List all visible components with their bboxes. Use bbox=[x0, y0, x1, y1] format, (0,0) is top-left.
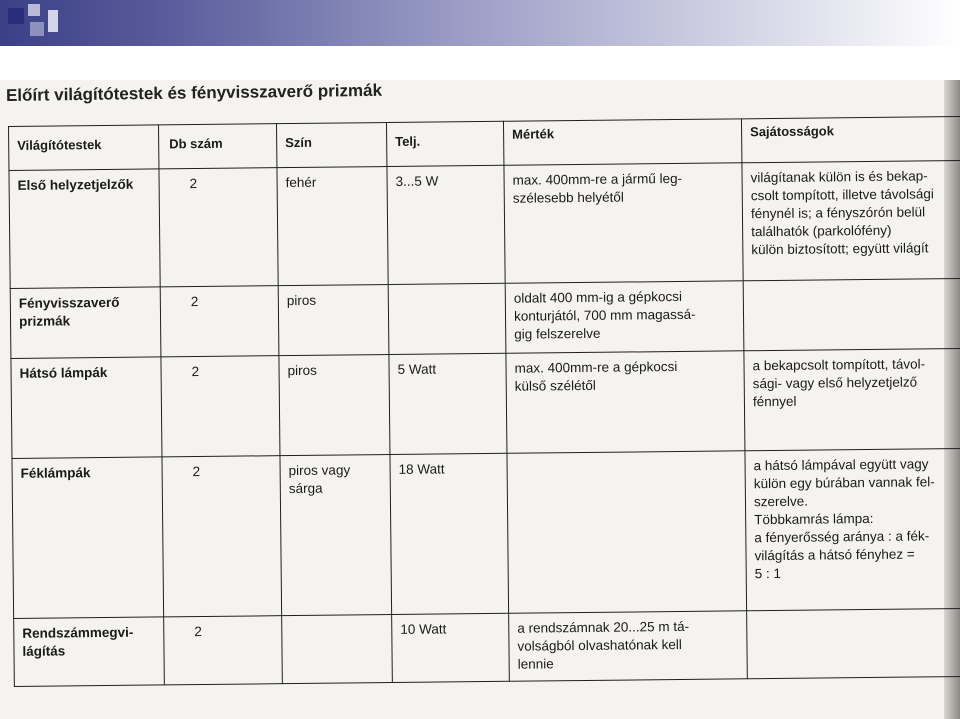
row-color: fehér bbox=[277, 167, 388, 286]
row-properties bbox=[747, 608, 960, 678]
cell-line: sági- vagy első helyzetjelző bbox=[752, 374, 918, 392]
row-count: 2 bbox=[161, 356, 280, 457]
row-name: Rendszámmegvi-lágítás bbox=[14, 617, 165, 687]
cell-line: világítanak külön is és bekap- bbox=[750, 168, 928, 186]
row-name: Hátsó lámpák bbox=[11, 357, 162, 459]
cell-line: világítás a hátsó fényhez = bbox=[754, 546, 915, 564]
cell-line: szélesebb helyétől bbox=[512, 189, 624, 206]
cell-line: fénynél is; a fényszórón belül bbox=[750, 204, 926, 222]
row-measure bbox=[507, 451, 747, 613]
row-color: piros vagy sárga bbox=[280, 455, 392, 616]
cell-line: külső szélétől bbox=[514, 377, 596, 394]
cell-line: Többkamrás lámpa: bbox=[754, 510, 874, 528]
decorative-square bbox=[8, 8, 24, 24]
column-header: Sajátosságok bbox=[741, 117, 960, 163]
cell-line: max. 400mm-re a jármű leg- bbox=[512, 170, 683, 188]
table-row bbox=[12, 449, 960, 619]
column-header: Telj. bbox=[386, 121, 503, 166]
column-header: Világítótestek bbox=[9, 125, 159, 171]
cell-line: lennie bbox=[517, 656, 554, 672]
cell-line: szerelve. bbox=[753, 493, 809, 510]
decorative-square bbox=[28, 4, 40, 16]
row-power: 3...5 W bbox=[387, 165, 505, 284]
row-color bbox=[282, 615, 393, 684]
table-row bbox=[11, 349, 960, 459]
cell-line: a hátsó lámpával együtt vagy bbox=[753, 456, 929, 474]
decorative-square bbox=[30, 22, 44, 36]
row-properties bbox=[742, 161, 960, 281]
cell-line: fénnyel bbox=[752, 393, 797, 410]
row-measure bbox=[505, 281, 744, 353]
cell-line: külön egy búrában vannak fel- bbox=[753, 474, 935, 492]
cell-line: 5 : 1 bbox=[754, 565, 782, 582]
table-row bbox=[14, 608, 960, 686]
row-measure bbox=[504, 163, 743, 283]
row-count: 2 bbox=[159, 168, 278, 287]
table-row bbox=[10, 279, 960, 359]
column-header: Mérték bbox=[503, 119, 741, 165]
table-row bbox=[9, 161, 960, 289]
cell-line: oldalt 400 mm-ig a gépkocsi bbox=[513, 288, 682, 306]
lights-table bbox=[8, 116, 960, 687]
document-title: Előírt világítótestek és fényvisszaverő prizmák bbox=[5, 80, 383, 105]
row-name: Első helyzetjelzők bbox=[9, 169, 160, 289]
cell-line: találhatók (parkolófény) bbox=[751, 222, 892, 240]
row-name: Féklámpák bbox=[12, 457, 164, 619]
row-power: 5 Watt bbox=[389, 353, 507, 454]
cell-line: volságból olvashatónak kell bbox=[517, 636, 682, 654]
cell-line: külön biztosított; együtt világít bbox=[751, 240, 929, 258]
row-color: piros bbox=[279, 355, 390, 456]
row-count: 2 bbox=[162, 456, 282, 617]
row-properties bbox=[745, 449, 960, 611]
table-body bbox=[9, 161, 960, 687]
row-power: 18 Watt bbox=[390, 453, 509, 614]
column-header: Db szám bbox=[158, 124, 276, 169]
cell-line: a bekapcsolt tompított, távol- bbox=[752, 356, 926, 374]
column-header: Szín bbox=[276, 123, 386, 168]
cell-line: gig felszerelve bbox=[514, 325, 601, 342]
row-measure bbox=[509, 611, 748, 681]
cell-line: max. 400mm-re a gépkocsi bbox=[514, 359, 678, 376]
row-name: Fényvisszaverő prizmák bbox=[10, 287, 161, 359]
row-count: 2 bbox=[160, 286, 279, 357]
cell-line: konturjától, 700 mm magassá- bbox=[513, 306, 696, 324]
decorative-square bbox=[48, 10, 58, 32]
cell-line: csolt tompított, illetve távolsági bbox=[750, 186, 934, 204]
row-power bbox=[388, 283, 506, 354]
row-count: 2 bbox=[164, 616, 283, 685]
row-power: 10 Watt bbox=[392, 613, 510, 682]
row-properties bbox=[744, 349, 960, 451]
row-color: piros bbox=[278, 285, 389, 356]
row-measure bbox=[506, 351, 745, 453]
cell-line: a rendszámnak 20...25 m tá- bbox=[517, 618, 690, 636]
cell-line: a fényerősség aránya : a fék- bbox=[754, 528, 930, 546]
slide-header-band bbox=[0, 0, 960, 46]
row-properties bbox=[743, 279, 960, 351]
